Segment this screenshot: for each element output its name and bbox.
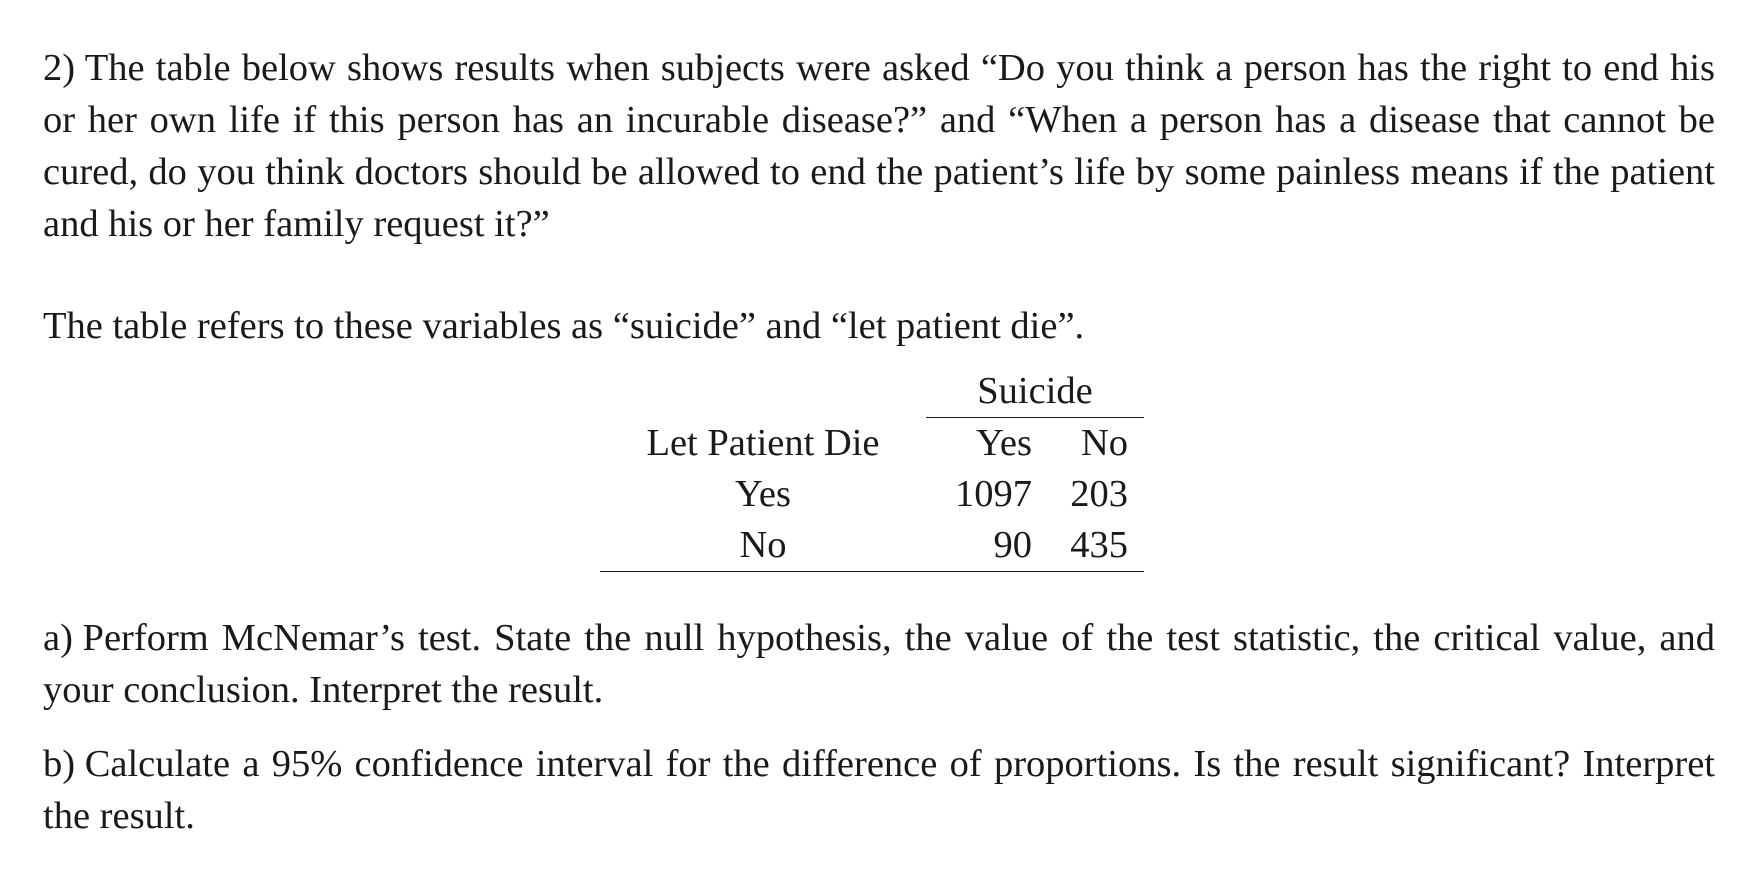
row-label: Yes	[734, 473, 792, 515]
question-b	[43, 738, 1715, 842]
cell-value: 203	[1070, 473, 1128, 515]
row-label: No	[600, 520, 926, 572]
column-header-no: No	[1080, 422, 1128, 464]
cell-value: 435	[1042, 520, 1144, 572]
question-a	[43, 612, 1715, 716]
column-group-header: Suicide	[926, 366, 1144, 418]
question-b-text: Calculate a 95% confidence interval for the difference of proportions. Is the result significant? Interpret the result.	[43, 743, 1715, 837]
problem-statement	[43, 42, 1715, 250]
question-a-label: a)	[43, 617, 73, 659]
table-group-header-row	[600, 366, 1144, 418]
document-page	[43, 42, 1715, 842]
table-row	[600, 520, 1144, 572]
contingency-table	[600, 366, 1144, 572]
problem-number: 2)	[43, 47, 76, 89]
cell-value: 1097	[955, 473, 1032, 515]
cell-value: 90	[926, 520, 1042, 572]
contingency-table-wrapper	[600, 366, 1160, 572]
row-variable-header: Let Patient Die	[646, 421, 880, 464]
column-header-yes: Yes	[975, 422, 1032, 464]
table-column-header-row	[600, 418, 1144, 470]
variables-note: The table refers to these variables as “suicide” and “let patient die”.	[43, 305, 1085, 347]
question-a-text: Perform McNemar’s test. State the null hypothesis, the value of the test statistic, the critical value, and your conclusion. Interpret the result.	[43, 617, 1715, 711]
problem-text: The table below shows results when subjects were asked “Do you think a person has the right to end his or her own life if this person has an incurable disease?” and “When a person has a disease that cannot be cured, do you think doctors should be allowed to end the patient’s life by some painless means if the patient and his or her family request it?”	[43, 47, 1715, 245]
table-row	[600, 469, 1144, 520]
question-b-label: b)	[43, 743, 76, 785]
